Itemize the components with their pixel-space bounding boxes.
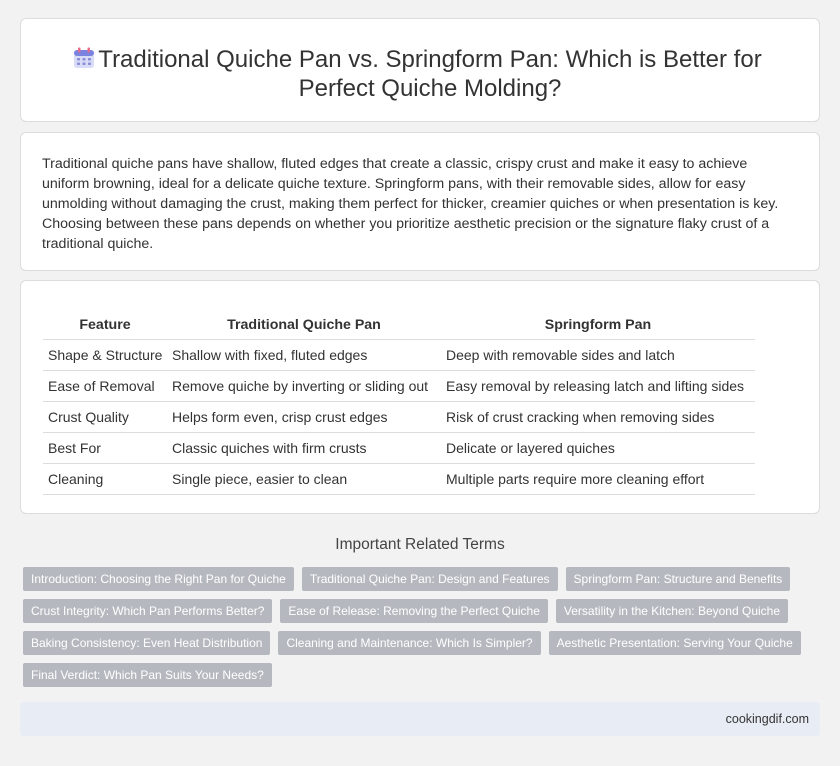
related-term-tag[interactable]: Introduction: Choosing the Right Pan for Quiche <box>23 567 294 591</box>
related-term-tag[interactable]: Traditional Quiche Pan: Design and Features <box>302 567 558 591</box>
related-term-tag[interactable]: Aesthetic Presentation: Serving Your Quiche <box>549 631 801 655</box>
related-term-tag[interactable]: Baking Consistency: Even Heat Distribution <box>23 631 270 655</box>
traditional-cell: Single piece, easier to clean <box>167 463 441 494</box>
springform-cell: Easy removal by releasing latch and lifting sides <box>441 370 755 401</box>
table-row <box>43 370 755 401</box>
comparison-card <box>20 280 820 514</box>
feature-cell: Best For <box>43 432 167 463</box>
header-springform-pan: Springform Pan <box>441 311 755 339</box>
feature-cell: Crust Quality <box>43 401 167 432</box>
feature-cell: Ease of Removal <box>43 370 167 401</box>
springform-cell: Multiple parts require more cleaning effort <box>441 463 755 494</box>
springform-cell: Risk of crust cracking when removing sides <box>441 401 755 432</box>
traditional-cell: Classic quiches with firm crusts <box>167 432 441 463</box>
related-term-tag[interactable]: Versatility in the Kitchen: Beyond Quiche <box>556 599 788 623</box>
header-feature: Feature <box>43 311 167 339</box>
related-terms-list <box>23 567 813 687</box>
related-term-tag[interactable]: Ease of Release: Removing the Perfect Quiche <box>280 599 547 623</box>
traditional-cell: Shallow with fixed, fluted edges <box>167 339 441 370</box>
table-row <box>43 463 755 494</box>
table-row <box>43 432 755 463</box>
comparison-table <box>43 311 755 495</box>
springform-cell: Deep with removable sides and latch <box>441 339 755 370</box>
feature-cell: Shape & Structure <box>43 339 167 370</box>
header-card <box>20 18 820 122</box>
traditional-cell: Helps form even, crisp crust edges <box>167 401 441 432</box>
table-row <box>43 401 755 432</box>
related-term-tag[interactable]: Final Verdict: Which Pan Suits Your Needs? <box>23 663 272 687</box>
intro-paragraph: Traditional quiche pans have shallow, fluted edges that create a classic, crispy crust and make it easy to achieve uniform browning, ideal for a delicate quiche texture. Springform pans, with their removable sides, allow for easy unmolding without damaging the crust, making them perfect for thicker, creamier quiches or when presentation is key. Choosing between these pans depends on whether you prioritize aesthetic precision or the signature flaky crust of a traditional quiche. <box>42 156 779 252</box>
site-name[interactable]: cookingdif.com <box>725 712 809 726</box>
related-terms-heading: Important Related Terms <box>335 536 505 553</box>
footer <box>20 702 820 736</box>
related-term-tag[interactable]: Springform Pan: Structure and Benefits <box>566 567 791 591</box>
traditional-cell: Remove quiche by inverting or sliding out <box>167 370 441 401</box>
springform-cell: Delicate or layered quiches <box>441 432 755 463</box>
table-row <box>43 339 755 370</box>
feature-cell: Cleaning <box>43 463 167 494</box>
header-traditional-quiche-pan: Traditional Quiche Pan <box>167 311 441 339</box>
intro-card <box>20 132 820 271</box>
related-term-tag[interactable]: Cleaning and Maintenance: Which Is Simpler? <box>278 631 540 655</box>
page-title: Traditional Quiche Pan vs. Springform Pan: Which is Better for Perfect Quiche Molding? <box>98 46 762 102</box>
related-term-tag[interactable]: Crust Integrity: Which Pan Performs Better? <box>23 599 272 623</box>
table-header-row <box>43 311 755 339</box>
